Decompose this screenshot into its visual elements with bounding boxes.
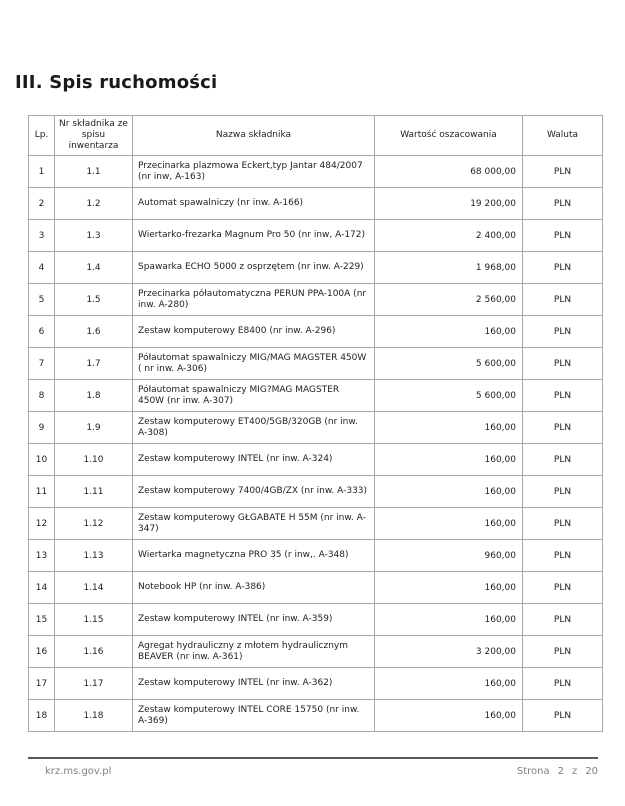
cell-estimated-value: 160,00 (375, 572, 523, 604)
header-row (29, 116, 603, 156)
cell-lp: 3 (29, 220, 55, 252)
cell-estimated-value: 160,00 (375, 316, 523, 348)
cell-currency: PLN (523, 316, 603, 348)
cell-estimated-value: 2 400,00 (375, 220, 523, 252)
cell-lp: 2 (29, 188, 55, 220)
cell-lp: 16 (29, 636, 55, 668)
cell-estimated-value: 19 200,00 (375, 188, 523, 220)
table-row (29, 700, 603, 732)
table-row (29, 188, 603, 220)
table-row (29, 476, 603, 508)
page-footer (28, 757, 598, 777)
cell-lp: 4 (29, 252, 55, 284)
table-row (29, 348, 603, 380)
cell-name: Półautomat spawalniczy MIG/MAG MAGSTER 450W ( nr inw. A-306) (133, 348, 375, 380)
cell-estimated-value: 5 600,00 (375, 348, 523, 380)
cell-lp: 5 (29, 284, 55, 316)
cell-lp: 14 (29, 572, 55, 604)
cell-name: Zestaw komputerowy E8400 (nr inw. A-296) (133, 316, 375, 348)
cell-estimated-value: 68 000,00 (375, 156, 523, 188)
cell-name: Wiertarka magnetyczna PRO 35 (r inw,. A-348) (133, 540, 375, 572)
cell-lp: 6 (29, 316, 55, 348)
cell-name: Przecinarka półautomatyczna PERUN PPA-100A (nr inw. A-280) (133, 284, 375, 316)
cell-lp: 1 (29, 156, 55, 188)
cell-name: Przecinarka plazmowa Eckert,typ Jantar 484/2007 (nr inw, A-163) (133, 156, 375, 188)
cell-name: Spawarka ECHO 5000 z osprzętem (nr inw. A-229) (133, 252, 375, 284)
cell-estimated-value: 160,00 (375, 700, 523, 732)
table-row (29, 316, 603, 348)
cell-inventory-number: 1.7 (55, 348, 133, 380)
footer-page-label: Strona (516, 766, 550, 777)
cell-estimated-value: 960,00 (375, 540, 523, 572)
cell-lp: 8 (29, 380, 55, 412)
cell-name: Zestaw komputerowy GŁGABATE H 55M (nr inw. A-347) (133, 508, 375, 540)
cell-currency: PLN (523, 604, 603, 636)
cell-lp: 9 (29, 412, 55, 444)
cell-currency: PLN (523, 348, 603, 380)
col-header-currency: Waluta (523, 116, 603, 156)
table-row (29, 636, 603, 668)
table-row (29, 604, 603, 636)
cell-currency: PLN (523, 508, 603, 540)
col-header-inventory-number: Nr składnika ze spisu inwentarza (55, 116, 133, 156)
cell-currency: PLN (523, 668, 603, 700)
cell-inventory-number: 1.11 (55, 476, 133, 508)
col-header-lp: Lp. (29, 116, 55, 156)
cell-name: Agregat hydrauliczny z młotem hydraulicznym BEAVER (nr inw. A-361) (133, 636, 375, 668)
cell-inventory-number: 1.6 (55, 316, 133, 348)
cell-inventory-number: 1.2 (55, 188, 133, 220)
cell-currency: PLN (523, 156, 603, 188)
cell-inventory-number: 1.3 (55, 220, 133, 252)
cell-estimated-value: 160,00 (375, 412, 523, 444)
cell-name: Zestaw komputerowy ET400/5GB/320GB (nr inw. A-308) (133, 412, 375, 444)
cell-inventory-number: 1.12 (55, 508, 133, 540)
cell-currency: PLN (523, 572, 603, 604)
cell-name: Zestaw komputerowy INTEL (nr inw. A-324) (133, 444, 375, 476)
cell-inventory-number: 1.8 (55, 380, 133, 412)
cell-currency: PLN (523, 636, 603, 668)
footer-page-separator: z (572, 766, 578, 777)
cell-inventory-number: 1.13 (55, 540, 133, 572)
cell-estimated-value: 160,00 (375, 508, 523, 540)
cell-estimated-value: 160,00 (375, 444, 523, 476)
cell-estimated-value: 1 968,00 (375, 252, 523, 284)
cell-name: Wiertarko-frezarka Magnum Pro 50 (nr inw, A-172) (133, 220, 375, 252)
cell-currency: PLN (523, 476, 603, 508)
cell-lp: 13 (29, 540, 55, 572)
cell-lp: 10 (29, 444, 55, 476)
table-header (29, 116, 603, 156)
footer-page-info (517, 766, 598, 777)
cell-estimated-value: 160,00 (375, 604, 523, 636)
cell-inventory-number: 1.9 (55, 412, 133, 444)
cell-lp: 7 (29, 348, 55, 380)
col-header-estimated-value: Wartość oszacowania (375, 116, 523, 156)
cell-inventory-number: 1.14 (55, 572, 133, 604)
cell-estimated-value: 3 200,00 (375, 636, 523, 668)
cell-currency: PLN (523, 284, 603, 316)
cell-lp: 18 (29, 700, 55, 732)
table-row (29, 380, 603, 412)
cell-inventory-number: 1.16 (55, 636, 133, 668)
cell-estimated-value: 5 600,00 (375, 380, 523, 412)
cell-currency: PLN (523, 252, 603, 284)
cell-estimated-value: 160,00 (375, 668, 523, 700)
table-row (29, 252, 603, 284)
cell-name: Zestaw komputerowy 7400/4GB/ZX (nr inw. A-333) (133, 476, 375, 508)
cell-currency: PLN (523, 700, 603, 732)
cell-lp: 15 (29, 604, 55, 636)
table-row (29, 284, 603, 316)
table-row (29, 668, 603, 700)
cell-lp: 12 (29, 508, 55, 540)
cell-inventory-number: 1.1 (55, 156, 133, 188)
cell-name: Zestaw komputerowy INTEL CORE 15750 (nr inw. A-369) (133, 700, 375, 732)
table-row (29, 508, 603, 540)
cell-estimated-value: 2 560,00 (375, 284, 523, 316)
footer-page-total: 20 (585, 766, 598, 777)
cell-inventory-number: 1.15 (55, 604, 133, 636)
col-header-name: Nazwa składnika (133, 116, 375, 156)
cell-inventory-number: 1.5 (55, 284, 133, 316)
cell-inventory-number: 1.10 (55, 444, 133, 476)
table-body (29, 156, 603, 732)
table-row (29, 572, 603, 604)
footer-page-current: 2 (557, 766, 565, 777)
table-row (29, 444, 603, 476)
cell-lp: 17 (29, 668, 55, 700)
cell-name: Automat spawalniczy (nr inw. A-166) (133, 188, 375, 220)
cell-inventory-number: 1.18 (55, 700, 133, 732)
footer-site-link: krz.ms.gov.pl (45, 766, 112, 777)
cell-currency: PLN (523, 412, 603, 444)
table-row (29, 412, 603, 444)
table-row (29, 220, 603, 252)
cell-currency: PLN (523, 188, 603, 220)
cell-name: Półautomat spawalniczy MIG?MAG MAGSTER 450W (nr inw. A-307) (133, 380, 375, 412)
table-row (29, 540, 603, 572)
cell-name: Zestaw komputerowy INTEL (nr inw. A-362) (133, 668, 375, 700)
table-row (29, 156, 603, 188)
cell-currency: PLN (523, 540, 603, 572)
cell-currency: PLN (523, 220, 603, 252)
cell-currency: PLN (523, 380, 603, 412)
cell-name: Zestaw komputerowy INTEL (nr inw. A-359) (133, 604, 375, 636)
cell-inventory-number: 1.4 (55, 252, 133, 284)
cell-currency: PLN (523, 444, 603, 476)
page-title: III. Spis ruchomości (15, 72, 218, 93)
movables-table (28, 115, 603, 732)
cell-name: Notebook HP (nr inw. A-386) (133, 572, 375, 604)
cell-lp: 11 (29, 476, 55, 508)
cell-estimated-value: 160,00 (375, 476, 523, 508)
cell-inventory-number: 1.17 (55, 668, 133, 700)
